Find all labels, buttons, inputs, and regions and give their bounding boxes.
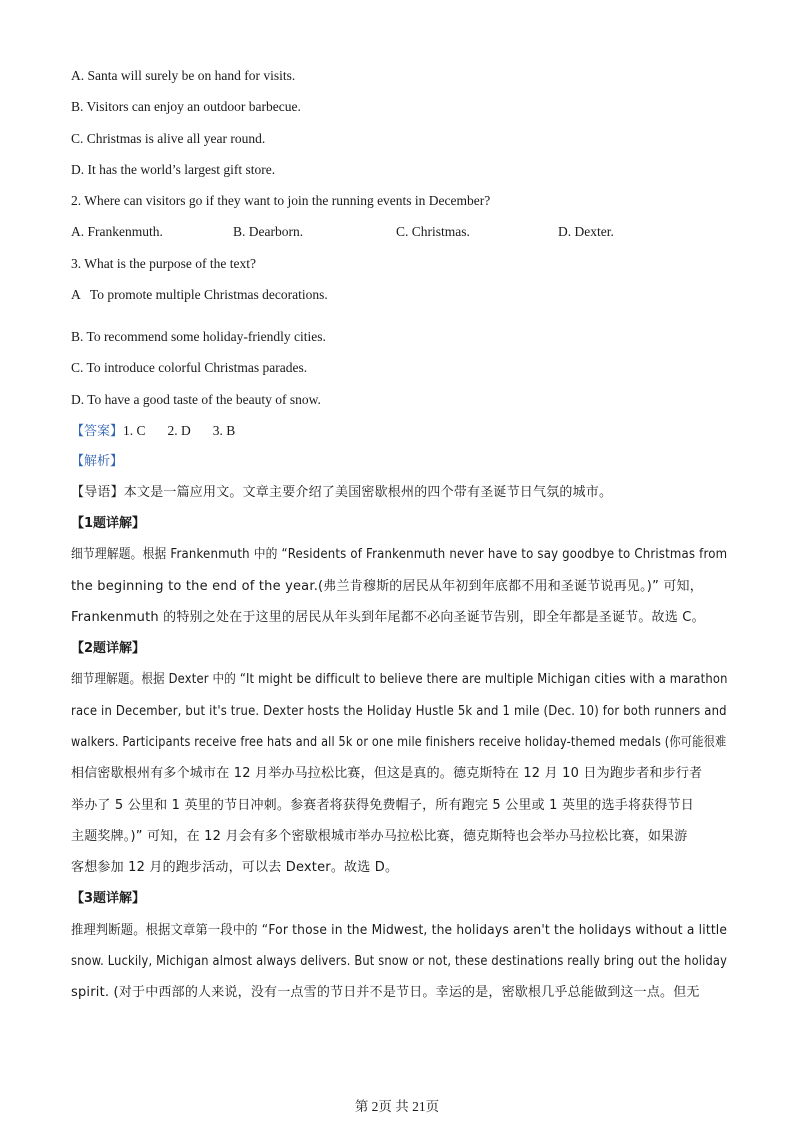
answer-1: 1. C — [123, 423, 146, 438]
q2-option-c: C. Christmas. — [396, 224, 470, 239]
detail-2-line: walkers. Participants receive free hats and all 5k or one mile finishers receive holiday-themed medals (你可能很难 — [71, 735, 727, 750]
q3-option-a: A To promote multiple Christmas decorations. — [71, 287, 328, 302]
guide-text: 【导语】本文是一篇应用文。文章主要介绍了美国密歇根州的四个带有圣诞节日气氛的城市。 — [71, 485, 613, 500]
q2-option-b: B. Dearborn. — [233, 224, 304, 239]
detail-2-line: race in December, but it's true. Dexter hosts the Holiday Hustle 5k and 1 mile (Dec. 10) for both runners and — [71, 704, 727, 719]
detail-3-line: snow. Luckily, Michigan almost always delivers. But snow or not, these destinations really bring out the holiday — [71, 954, 728, 969]
q2-option-a: A. Frankenmuth. — [71, 224, 163, 239]
detail-1-line: 细节理解题。根据 Frankenmuth 中的 “Residents of Frankenmuth never have to say goodbye to Christmas from — [71, 547, 728, 562]
answer-line — [71, 422, 727, 441]
q3-option-c: C. To introduce colorful Christmas parades. — [71, 360, 308, 375]
q3-option-d: D. To have a good taste of the beauty of snow. — [71, 392, 321, 407]
q3-option-b: B. To recommend some holiday-friendly cities. — [71, 329, 326, 344]
detail-3-line: spirit. (对于中西部的人来说，没有一点雪的节日并不是节日。幸运的是，密歇根几乎总能做到这一点。但无 — [71, 985, 700, 1000]
analysis-label: 【解析】 — [71, 454, 124, 469]
detail-1-title: 【1题详解】 — [71, 516, 146, 531]
detail-2-line: 举办了 5 公里和 1 英里的节日冲刺。参赛者将获得免费帽子，所有跑完 5 公里或 1 英里的选手将获得节日 — [71, 798, 694, 813]
detail-3-title: 【3题详解】 — [71, 891, 146, 906]
q2-option-d: D. Dexter. — [558, 224, 614, 239]
page-footer: 第 2页 共 21页 — [354, 1099, 440, 1114]
detail-2-line: 主题奖牌。)” 可知，在 12 月会有多个密歇根城市举办马拉松比赛，德克斯特也会举办马拉松比赛，如果游 — [71, 829, 688, 844]
answer-3: 3. B — [212, 423, 236, 438]
detail-1-line: the beginning to the end of the year.(弗兰肯穆斯的居民从年初到年底都不用和圣诞节说再见。)” 可知， — [71, 579, 703, 594]
q1-option-a: A. Santa will surely be on hand for visits. — [71, 68, 296, 83]
detail-3-line: 推理判断题。根据文章第一段中的 “For those in the Midwest, the holidays aren't the holidays without a little — [71, 923, 728, 938]
q1-option-b: B. Visitors can enjoy an outdoor barbecue. — [71, 99, 301, 114]
detail-2-line: 细节理解题。根据 Dexter 中的 “It might be difficult to believe there are multiple Michigan cities with a marathon — [71, 672, 728, 687]
detail-2-line: 相信密歇根州有多个城市在 12 月举办马拉松比赛，但这是真的。德克斯特在 12 月 10 日为跑步者和步行者 — [71, 766, 703, 781]
q3-stem: 3. What is the purpose of the text? — [71, 256, 256, 271]
q1-option-d: D. It has the world’s largest gift store. — [71, 162, 276, 177]
q1-option-c: C. Christmas is alive all year round. — [71, 131, 266, 146]
answer-label: 【答案】 — [71, 424, 124, 439]
detail-2-line: 客想参加 12 月的跑步活动，可以去 Dexter。故选 D。 — [71, 860, 399, 875]
answer-2: 2. D — [167, 423, 191, 438]
q2-stem: 2. Where can visitors go if they want to join the running events in December? — [71, 193, 491, 208]
detail-2-title: 【2题详解】 — [71, 641, 146, 656]
detail-1-line: Frankenmuth 的特别之处在于这里的居民从年头到年尾都不必向圣诞节告别，即全年都是圣诞节。故选 C。 — [71, 610, 705, 625]
